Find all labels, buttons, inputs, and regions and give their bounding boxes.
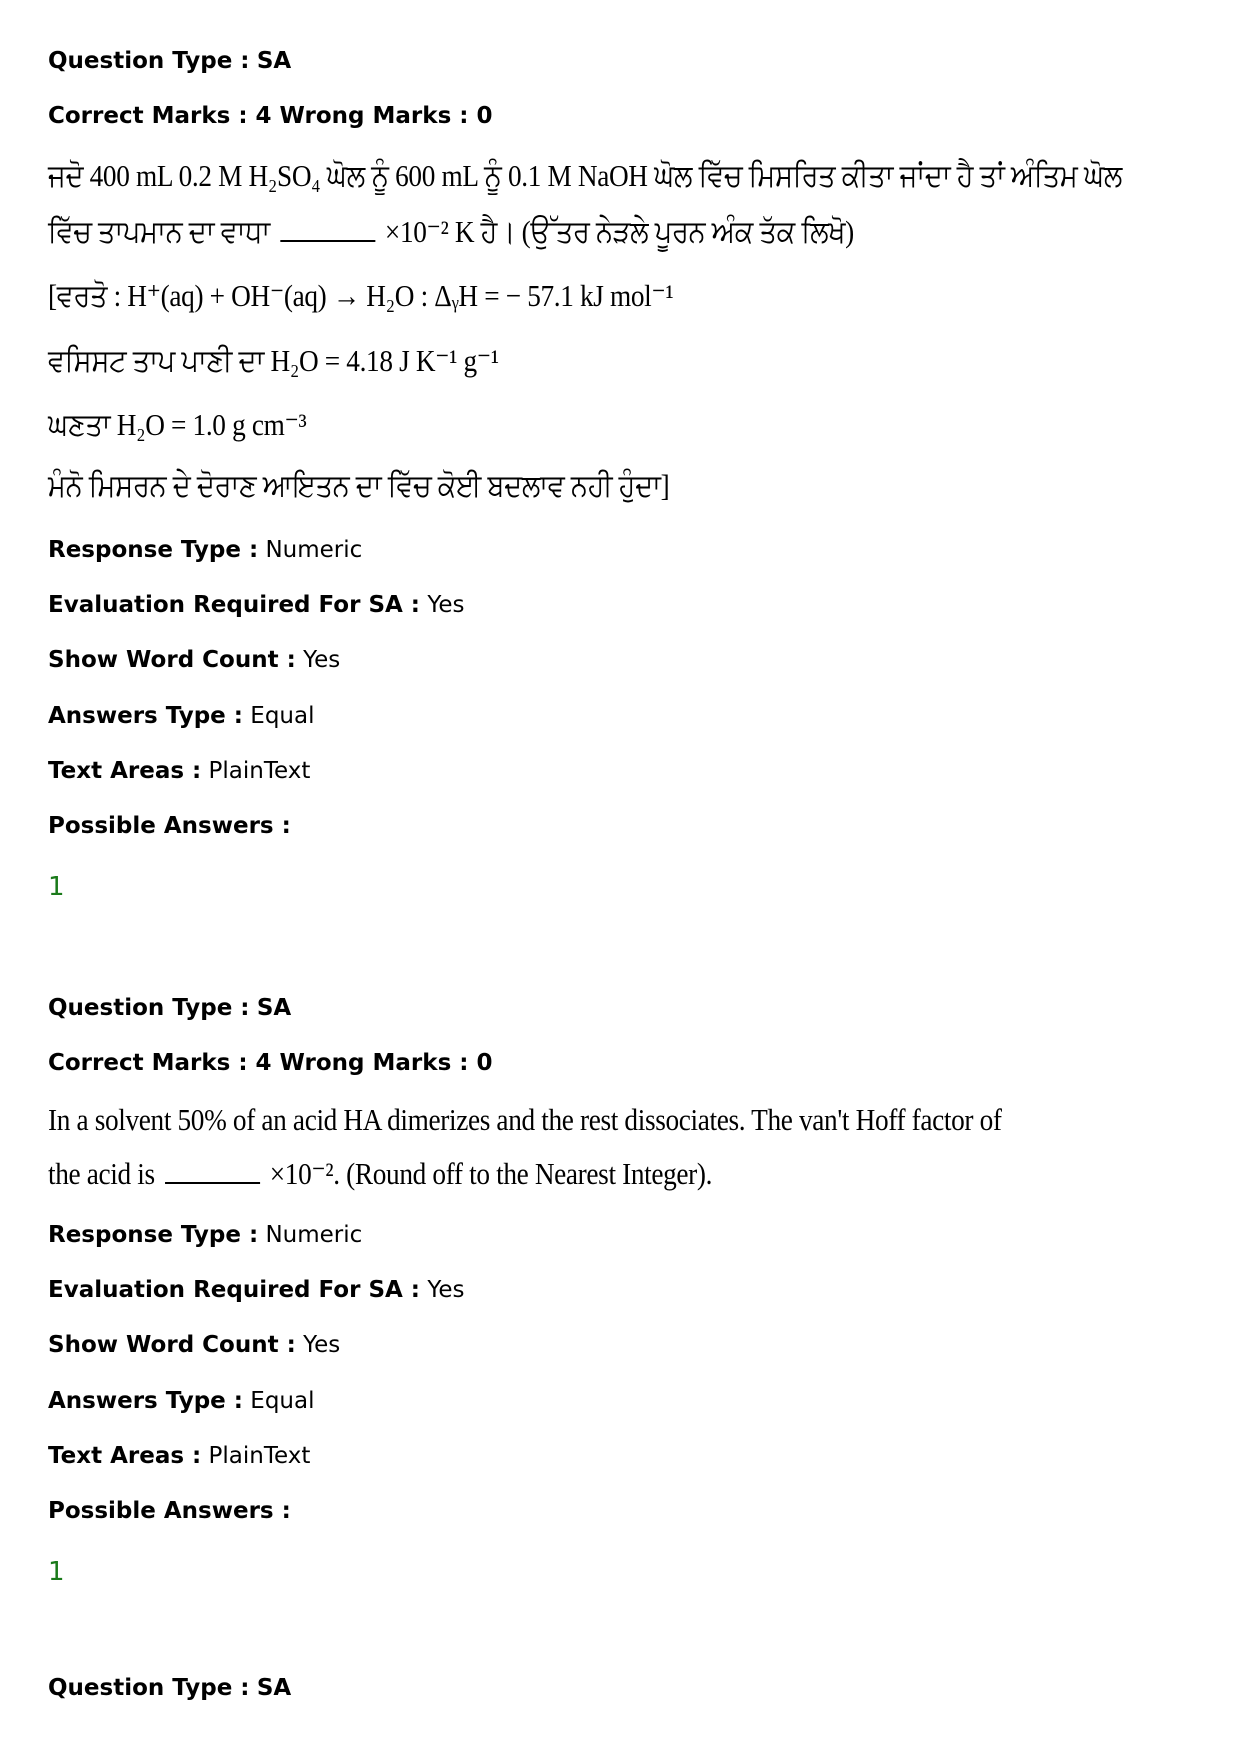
possible-answer: 1 (48, 872, 65, 902)
evaluation-required: Evaluation Required For SA : Yes (48, 1277, 465, 1303)
question-text-line: the acid is ×10⁻². (Round off to the Nearest Integer). (48, 1156, 713, 1191)
possible-answer: 1 (48, 1557, 65, 1587)
question-text-line: ਵਸਿਸਟ ਤਾਪ ਪਾਣੀ ਦਾ H₂O = 4.18 J K⁻¹ g⁻¹ (48, 343, 499, 378)
show-word-count: Show Word Count : Yes (48, 647, 341, 673)
question-text-line: ਜਦੋ 400 mL 0.2 M H₂SO₄ ਘੋਲ ਨੂੰ 600 mL ਨੂੰ 0.1 M NaOH ਘੋਲ ਵਿੱਚ ਮਿਸਰਿਤ ਕੀਤਾ ਜਾਂਦਾ ਹੈ ਤਾਂ ਅੰਤਿਮ ਘੋਲ (48, 158, 1123, 193)
text-areas: Text Areas : PlainText (48, 1443, 311, 1469)
show-word-count: Show Word Count : Yes (48, 1332, 341, 1358)
response-type: Response Type : Numeric (48, 537, 363, 563)
marks-info: Correct Marks : 4 Wrong Marks : 0 (48, 103, 493, 129)
answer-blank (280, 214, 375, 242)
question-type: Question Type : SA (48, 48, 292, 74)
answer-blank (165, 1156, 260, 1184)
question-type: Question Type : SA (48, 1675, 292, 1701)
answers-type: Answers Type : Equal (48, 703, 315, 729)
question-text-line: ਵਿੱਚ ਤਾਪਮਾਨ ਦਾ ਵਾਧਾ ×10⁻² K ਹੈ। (ਉੱਤਰ ਨੇੜਲੇ ਪੂਰਨ ਅੰਕ ਤੱਕ ਲਿਖੋ) (48, 214, 854, 249)
question-text-line: ਘਣਤਾ H₂O = 1.0 g cm⁻³ (48, 407, 307, 442)
marks-info: Correct Marks : 4 Wrong Marks : 0 (48, 1050, 493, 1076)
possible-answers-label: Possible Answers : (48, 1498, 291, 1524)
possible-answers-label: Possible Answers : (48, 813, 291, 839)
answers-type: Answers Type : Equal (48, 1388, 315, 1414)
question-type: Question Type : SA (48, 995, 292, 1021)
response-type: Response Type : Numeric (48, 1222, 363, 1248)
evaluation-required: Evaluation Required For SA : Yes (48, 592, 465, 618)
question-text-line: In a solvent 50% of an acid HA dimerizes and the rest dissociates. The van't Hoff factor of (48, 1102, 1002, 1137)
question-text-line: ਮੰਨੋ ਮਿਸਰਨ ਦੇ ਦੋਰਾਣ ਆਇਤਨ ਦਾ ਵਿੱਚ ਕੋਈ ਬਦਲਾਵ ਨਹੀ ਹੁੰਦਾ] (48, 468, 670, 503)
text-areas: Text Areas : PlainText (48, 758, 311, 784)
question-text-line: [ਵਰਤੋ : H⁺(aq) + OH⁻(aq) → H₂O : ΔᵧH = − 57.1 kJ mol⁻¹ (48, 278, 674, 313)
